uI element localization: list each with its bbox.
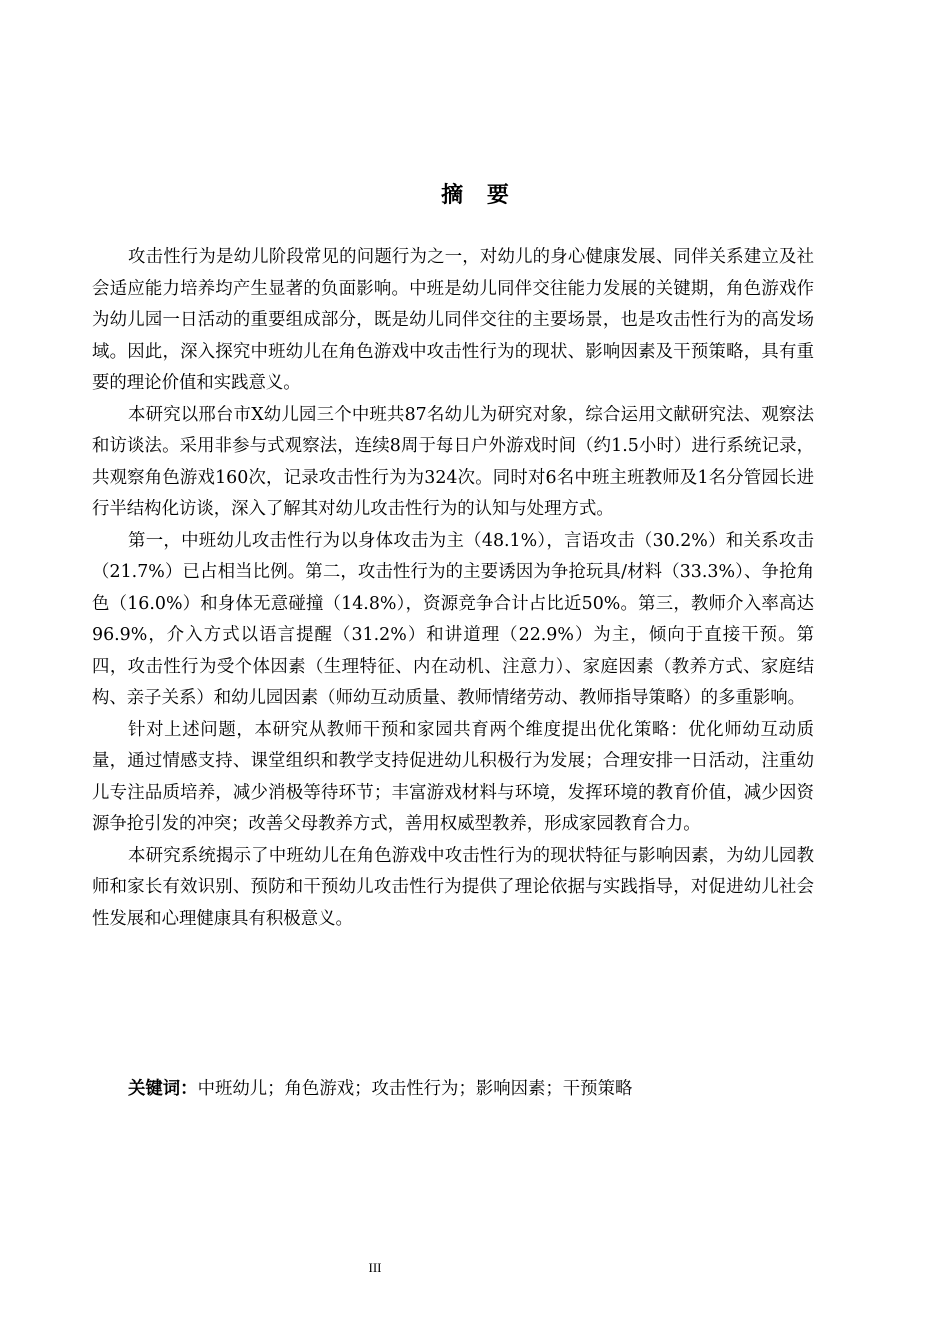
- page-title: 摘 要: [441, 183, 517, 208]
- abstract-paragraph-2: 本研究以邢台市X幼儿园三个中班共87名幼儿为研究对象，综合运用文献研究法、观察法和访谈法。采用非参与式观察法，连续8周于每日户外游戏时间（约1.5小时）进行系统记录，共观察角色游戏160次，记录攻击性行为为324次。同时对6名中班主班教师及1名分管园长进行半结构化访谈，深入了解其对幼儿攻击性行为的认知与处理方式。: [92, 404, 814, 519]
- abstract-body: [92, 242, 814, 935]
- keywords-line: [128, 1074, 818, 1104]
- keywords-text: 中班幼儿；角色游戏；攻击性行为；影响因素；干预策略: [197, 1079, 633, 1099]
- abstract-paragraph-1: 攻击性行为是幼儿阶段常见的问题行为之一，对幼儿的身心健康发展、同伴关系建立及社会适应能力培养均产生显著的负面影响。中班是幼儿同伴交往能力发展的关键期，角色游戏作为幼儿园一日活动的重要组成部分，既是幼儿同伴交往的主要场景，也是攻击性行为的高发场域。因此，深入探究中班幼儿在角色游戏中攻击性行为的现状、影响因素及干预策略，具有重要的理论价值和实践意义。: [92, 247, 814, 393]
- abstract-paragraph-5: 本研究系统揭示了中班幼儿在角色游戏中攻击性行为的现状特征与影响因素，为幼儿园教师和家长有效识别、预防和干预幼儿攻击性行为提供了理论依据与实践指导，对促进幼儿社会性发展和心理健康具有积极意义。: [92, 845, 814, 929]
- abstract-paragraph-3: 第一，中班幼儿攻击性行为以身体攻击为主（48.1%），言语攻击（30.2%）和关系攻击（21.7%）已占相当比例。第二，攻击性行为的主要诱因为争抢玩具/材料（33.3%）、争抢角色（16.0%）和身体无意碰撞（14.8%），资源竞争合计占比近50%。第三，教师介入率高达96.9%，介入方式以语言提醒（31.2%）和讲道理（22.9%）为主，倾向于直接干预。第四，攻击性行为受个体因素（生理特征、内在动机、注意力）、家庭因素（教养方式、家庭结构、亲子关系）和幼儿园因素（师幼互动质量、教师情绪劳动、教师指导策略）的多重影响。: [92, 530, 814, 708]
- page-number: III: [368, 1260, 382, 1275]
- keywords-label: 关键词：: [128, 1079, 198, 1099]
- abstract-paragraph-4: 针对上述问题，本研究从教师干预和家园共育两个维度提出优化策略：优化师幼互动质量，通过情感支持、课堂组织和教学支持促进幼儿积极行为发展；合理安排一日活动，注重幼儿专注品质培养，减少消极等待环节；丰富游戏材料与环境，发挥环境的教育价值，减少因资源争抢引发的冲突；改善父母教养方式，善用权威型教养，形成家园教育合力。: [92, 719, 814, 834]
